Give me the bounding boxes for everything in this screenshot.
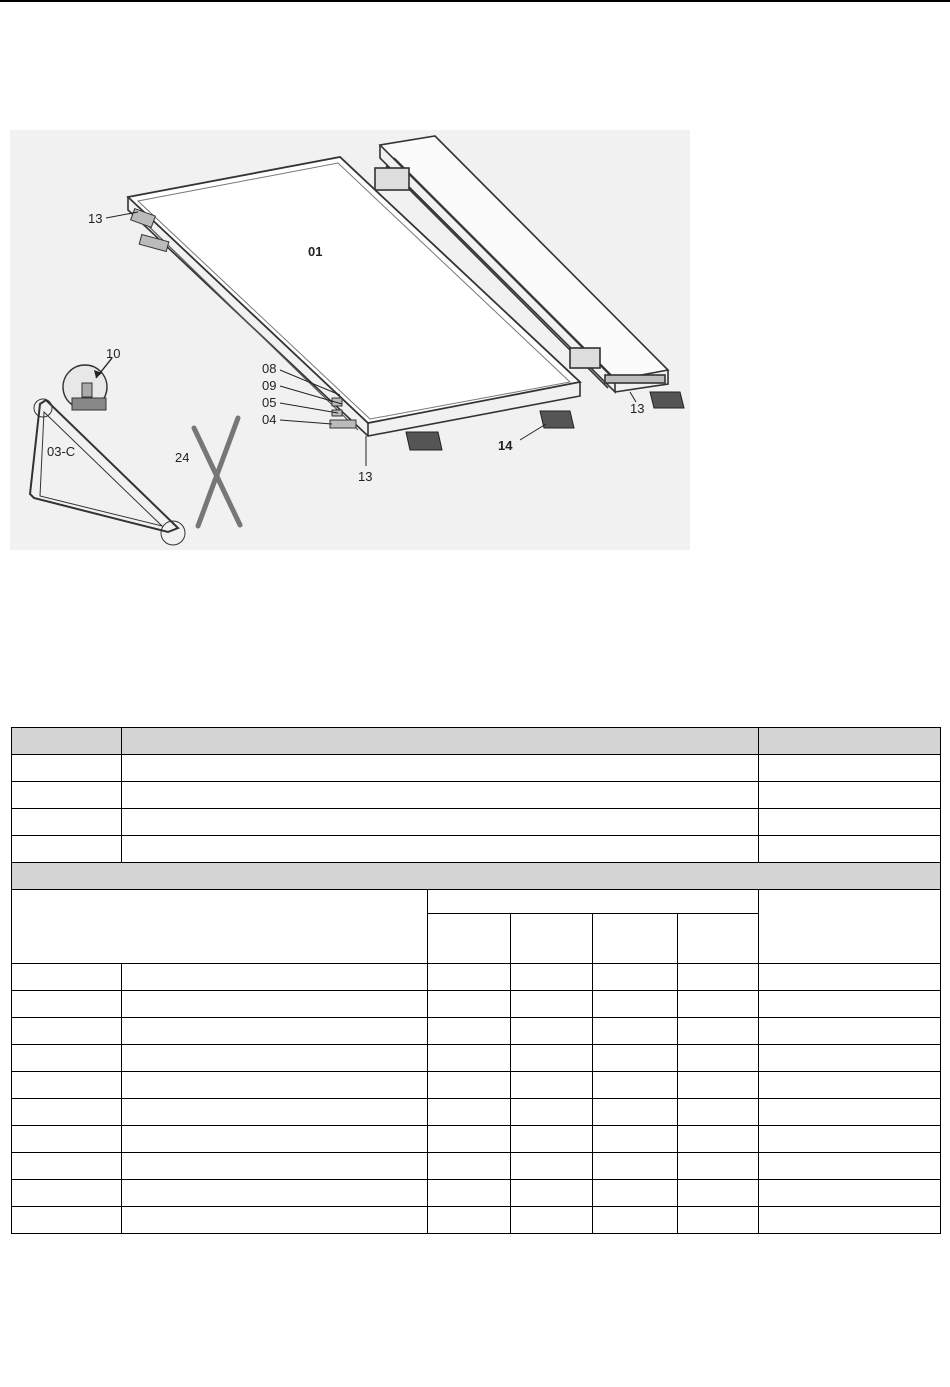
label-13-left: 13 [88, 211, 103, 226]
table-subheader-row [12, 890, 941, 914]
table-header-cell [759, 728, 941, 755]
table-row [12, 1126, 941, 1153]
table-cell [593, 1072, 678, 1099]
table-cell [678, 1099, 759, 1126]
table-cell [122, 1018, 428, 1045]
table-cell [428, 1153, 511, 1180]
table-cell [122, 1180, 428, 1207]
label-24: 24 [175, 450, 190, 465]
table-cell [511, 1045, 593, 1072]
table-cell [511, 1018, 593, 1045]
subheader-group [428, 890, 759, 914]
subheader-col [511, 914, 593, 964]
table-cell [511, 991, 593, 1018]
table-cell [678, 1126, 759, 1153]
section-title [12, 863, 941, 890]
label-08: 08 [262, 361, 277, 376]
table-row [12, 964, 941, 991]
table-cell [511, 1072, 593, 1099]
table-cell [678, 964, 759, 991]
table-cell [593, 1099, 678, 1126]
table-cell [12, 1072, 122, 1099]
subheader-col [428, 914, 511, 964]
label-04: 04 [262, 412, 277, 427]
table-cell [511, 1099, 593, 1126]
table-row [12, 1072, 941, 1099]
table-cell [12, 1180, 122, 1207]
label-14: 14 [498, 438, 513, 453]
table-cell [511, 1153, 593, 1180]
table-cell [122, 1126, 428, 1153]
table-cell [122, 755, 759, 782]
table-cell [593, 964, 678, 991]
table-body [12, 964, 941, 1234]
table-header-row [12, 728, 941, 755]
table-cell [759, 755, 941, 782]
table-section-row [12, 863, 941, 890]
table-cell [122, 782, 759, 809]
table-row [12, 809, 941, 836]
table-cell [759, 1180, 941, 1207]
table-cell [12, 1126, 122, 1153]
table-cell [759, 1018, 941, 1045]
table-cell [428, 1207, 511, 1234]
table-row [12, 1153, 941, 1180]
table-cell [593, 1180, 678, 1207]
table-cell [759, 809, 941, 836]
table-cell [759, 991, 941, 1018]
table-cell [678, 1072, 759, 1099]
table-row [12, 782, 941, 809]
table-cell [428, 991, 511, 1018]
table-cell [12, 782, 122, 809]
table-cell [12, 1018, 122, 1045]
table-cell [428, 1045, 511, 1072]
table-cell [593, 1207, 678, 1234]
table-cell [511, 1126, 593, 1153]
label-05: 05 [262, 395, 277, 410]
table-row [12, 1045, 941, 1072]
table-cell [593, 991, 678, 1018]
table-cell [428, 1126, 511, 1153]
table-cell [593, 1126, 678, 1153]
table-cell [122, 1099, 428, 1126]
table-cell [678, 991, 759, 1018]
table-cell [12, 991, 122, 1018]
table-cell [759, 782, 941, 809]
table-cell [428, 1072, 511, 1099]
table-cell [759, 1072, 941, 1099]
table-cell [678, 1018, 759, 1045]
table-cell [12, 836, 122, 863]
table-cell [12, 1099, 122, 1126]
table-row [12, 991, 941, 1018]
table-cell [759, 1045, 941, 1072]
table-cell [122, 991, 428, 1018]
table-cell [428, 964, 511, 991]
label-01: 01 [308, 244, 323, 259]
table-cell [428, 1180, 511, 1207]
table-cell [428, 1018, 511, 1045]
table-row [12, 1180, 941, 1207]
table-cell [678, 1180, 759, 1207]
top-rule [0, 0, 950, 2]
table-cell [428, 1099, 511, 1126]
table-cell [593, 1018, 678, 1045]
table-cell [12, 964, 122, 991]
table-cell [593, 1045, 678, 1072]
table-row [12, 1207, 941, 1234]
label-13-bottom: 13 [358, 469, 373, 484]
label-13-right: 13 [630, 401, 645, 416]
table-row [12, 755, 941, 782]
subheader-left [12, 890, 428, 964]
table-cell [593, 1153, 678, 1180]
table-header-cell [122, 728, 759, 755]
table-cell [511, 1207, 593, 1234]
table-row [12, 1018, 941, 1045]
table-cell [759, 964, 941, 991]
table-cell [12, 1207, 122, 1234]
table-cell [678, 1207, 759, 1234]
table-cell [122, 836, 759, 863]
table-cell [678, 1045, 759, 1072]
table-cell [678, 1153, 759, 1180]
table-cell [511, 1180, 593, 1207]
table-cell [12, 1153, 122, 1180]
table-cell [12, 755, 122, 782]
table-cell [759, 1207, 941, 1234]
assembly-diagram [10, 130, 690, 550]
table-row [12, 1099, 941, 1126]
table-cell [12, 1045, 122, 1072]
subheader-right [759, 890, 941, 964]
table-cell [511, 964, 593, 991]
table-row [12, 836, 941, 863]
parts-table [11, 727, 941, 1234]
subheader-col [678, 914, 759, 964]
table-header-cell [12, 728, 122, 755]
label-09: 09 [262, 378, 277, 393]
table-cell [122, 1153, 428, 1180]
table-cell [759, 1099, 941, 1126]
table-cell [122, 1207, 428, 1234]
table-cell [759, 836, 941, 863]
table-cell [759, 1126, 941, 1153]
label-10: 10 [106, 346, 121, 361]
table-cell [122, 809, 759, 836]
table-cell [12, 809, 122, 836]
table-cell [122, 964, 428, 991]
table-cell [122, 1072, 428, 1099]
subheader-col [593, 914, 678, 964]
label-03-c: 03-C [47, 444, 76, 459]
table-cell [759, 1153, 941, 1180]
table-cell [122, 1045, 428, 1072]
